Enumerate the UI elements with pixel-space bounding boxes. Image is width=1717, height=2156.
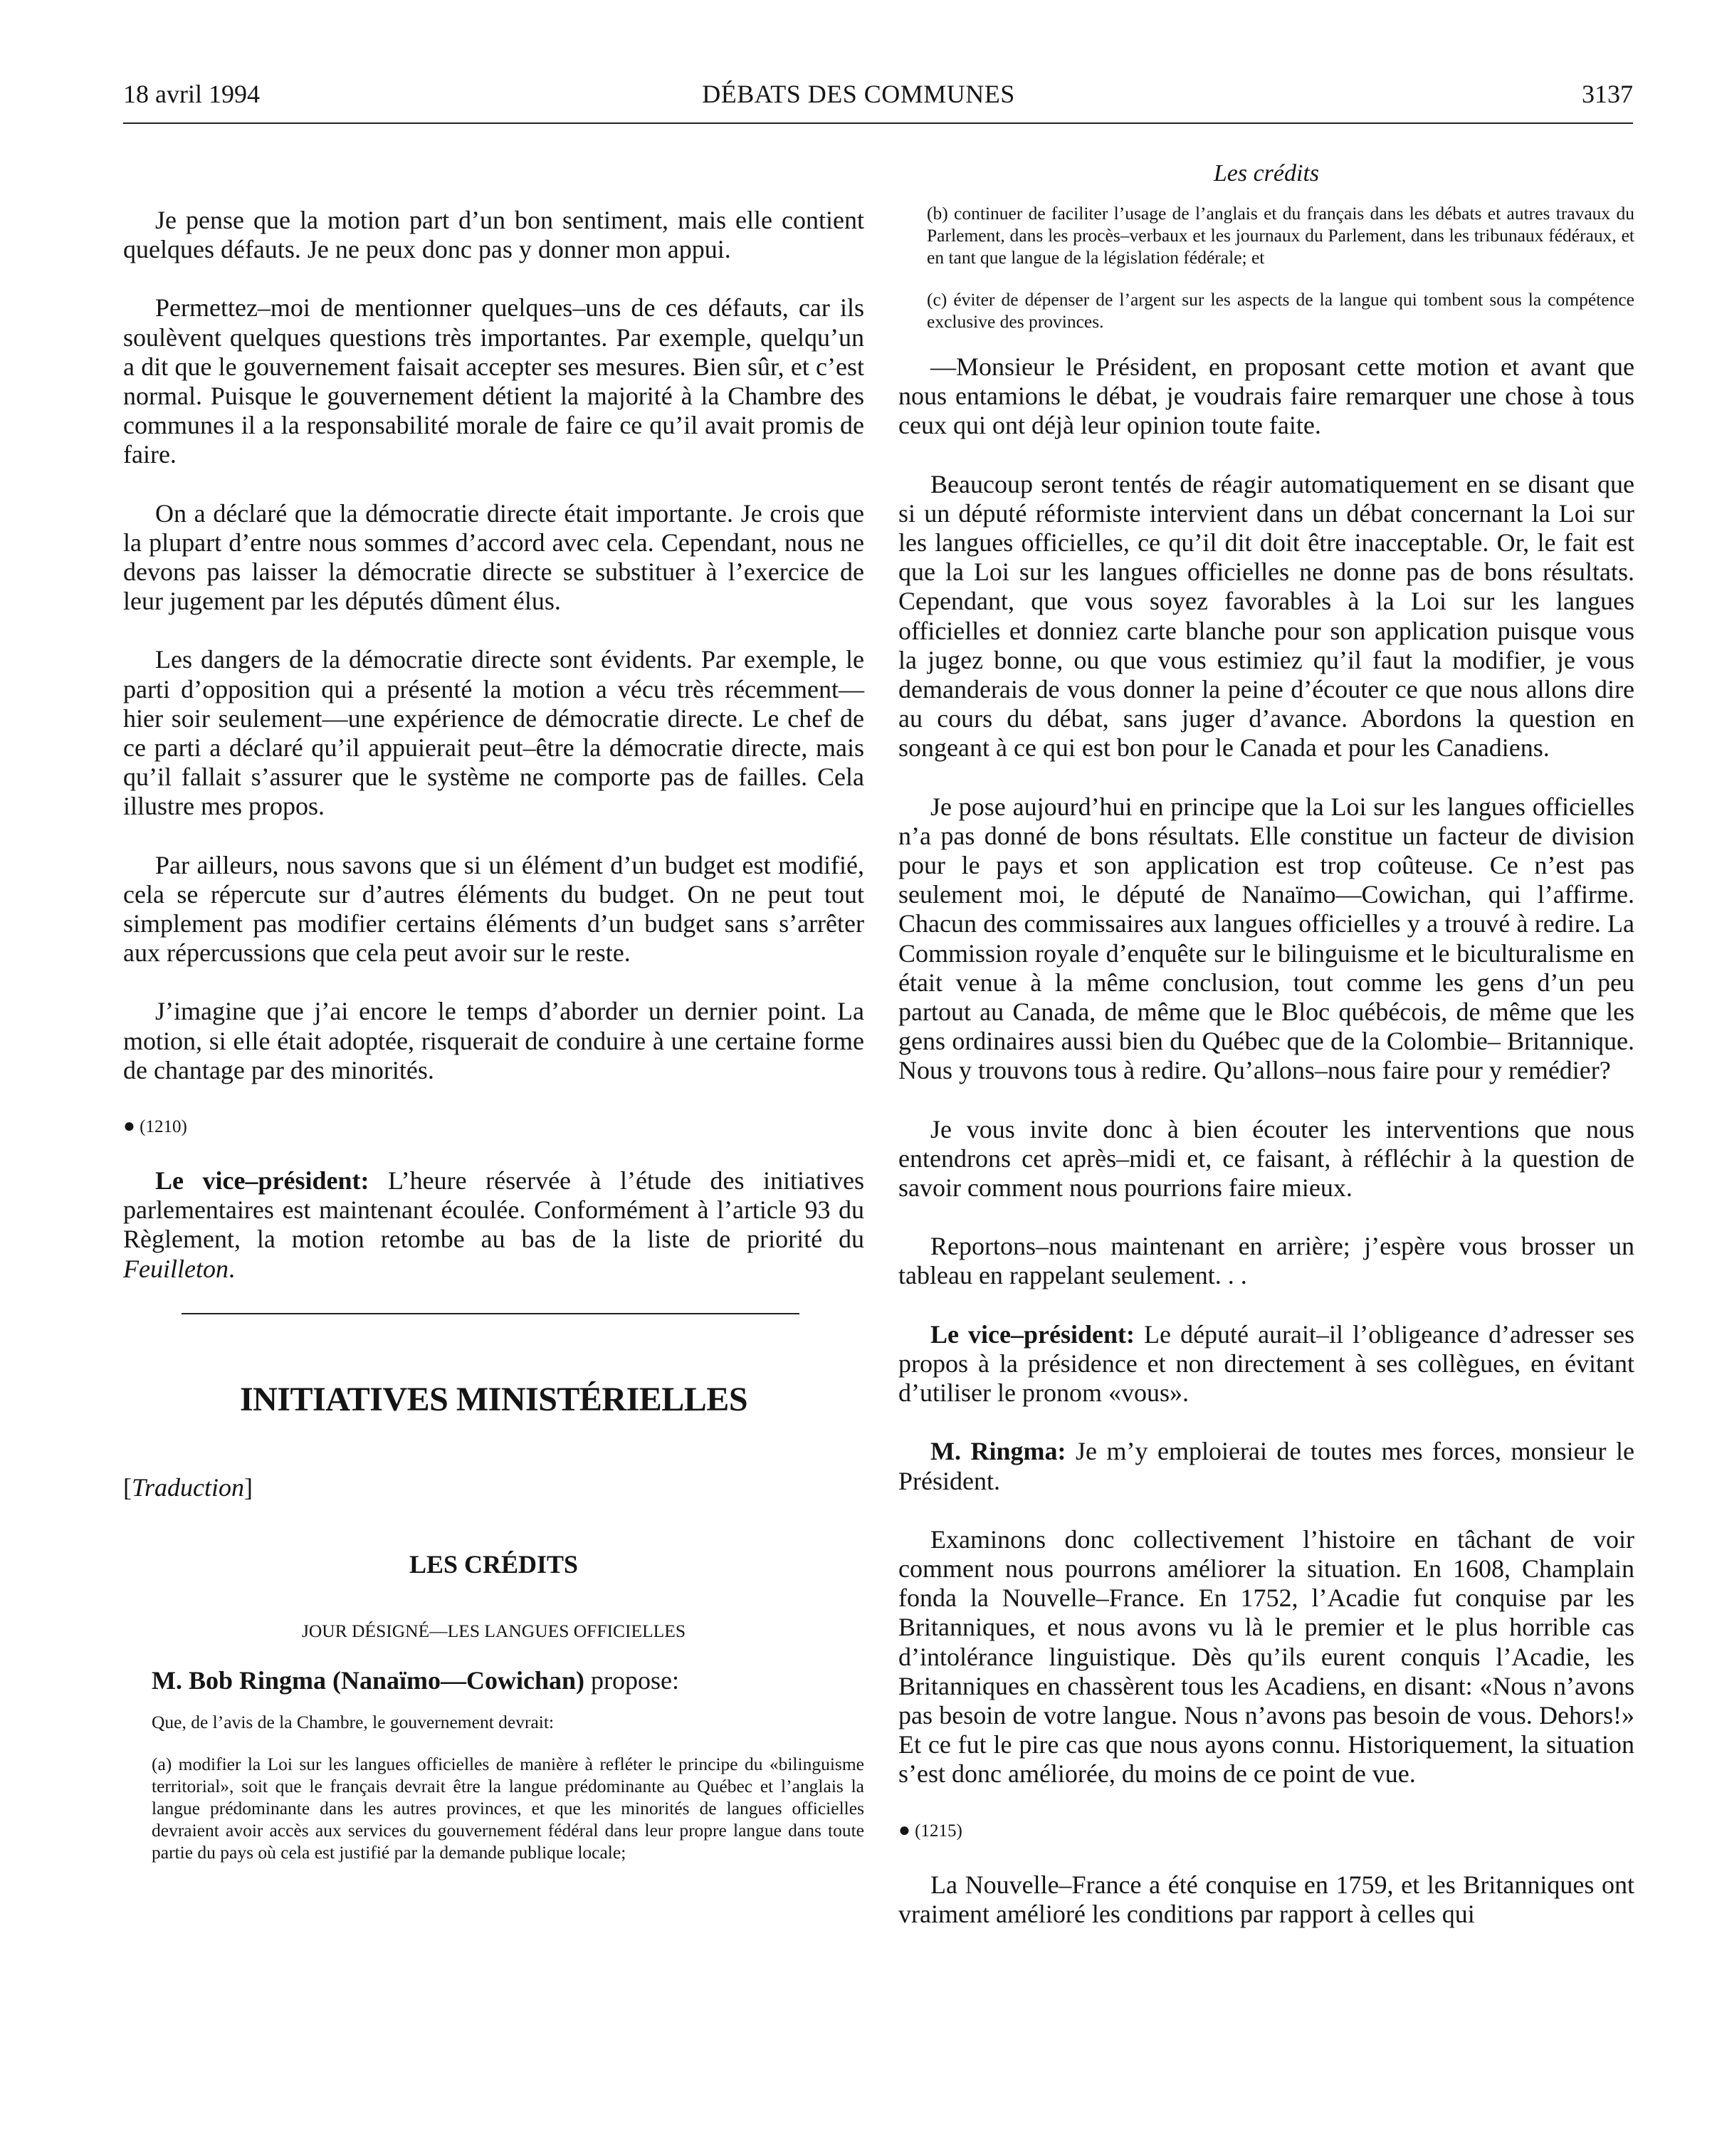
paragraph: Beaucoup seront tentés de réagir automatiquement en se disant que si un député réformiste intervient dans un débat concernant la Loi sur les langues officielles, ce qu’il dit doit être inacceptable. Or, le fait est que la Loi sur les langues officielles ne donne pas de bons résultats. Cependant, que vous soyez favorables à la Loi sur les langues officielles et donniez carte blanche pour son application puisque vous la jugez bonne, ou que vous estimiez qu’il faut la modifier, je vous demanderais de vous donner la peine d’écouter ce que nous allons dire au cours du débat, sans juger d’avance. Abordons la question en songeant à ce qui est bon pour le Canada et pour les Canadiens. — [898, 469, 1634, 763]
header-title: DÉBATS DES COMMUNES — [702, 80, 1015, 108]
paragraph: Permettez–moi de mentionner quelques–uns de ces défauts, car ils soulèvent quelques questions très importantes. Par exemple, quelqu’un a dit que le gouvernement faisait accepter ses mesures. Bien sûr, et c’est normal. Puisque le gouvernement détient la majorité à la Chambre des communes il a la responsabilité morale de faire ce qu’il avait promis de faire. — [123, 293, 864, 469]
mover-line — [123, 1666, 864, 1695]
speaker-text: Je m’y emploierai de toutes mes forces, monsieur le Président. — [898, 1437, 1634, 1495]
time-marker-label: (1210) — [140, 1117, 187, 1137]
left-column-top-spacer — [123, 159, 864, 206]
paragraph: J’imagine que j’ai encore le temps d’aborder un dernier point. La motion, si elle était adoptée, risquerait de conduire à une certaine forme de chantage par des minorités. — [123, 997, 864, 1084]
left-column — [123, 159, 864, 1883]
time-marker — [898, 1819, 1634, 1843]
mover-verb: propose: — [584, 1665, 680, 1695]
credits-heading: LES CRÉDITS — [409, 1549, 579, 1579]
paragraph: Je pose aujourd’hui en principe que la Loi sur les langues officielles n’a pas donné de bons résultats. Elle constitue un facteur de division pour le pays et son application est trop coûteuse. Ce n’est pas seulement moi, le député de Nanaïmo—Cowichan, qui l’affirme. Chacun des commissaires aux langues officielles y a trouvé à redire. La Commission royale d’enquête sur le bilinguisme et le biculturalisme en était venue à la même conclusion, tout comme les gens d’un peu partout au Canada, de même que le Bloc québécois, de même que les gens ordinaires aussi bien du Québec que de la Colombie– Britannique. Nous y trouvons tous à redire. Qu’allons–nous faire pour y remédier? — [898, 792, 1634, 1085]
motion-clause-b: (b) continuer de faciliter l’usage de l’anglais et du français dans les débats et autres travaux du Parlement, dans les procès–verbaux et les journaux du Parlement, dans les tribunaux fédéraux, et en tant que langue de la législation fédérale; et — [927, 203, 1634, 268]
paragraph: On a déclaré que la démocratie directe était importante. Je crois que la plupart d’entre nous sommes d’accord avec cela. Cependant, nous ne devons pas laisser la démocratie directe se substituer à l’exercice de leur jugement par les députés dûment élus. — [123, 498, 864, 616]
speaker-text-end: . — [228, 1254, 235, 1283]
paragraph: Par ailleurs, nous savons que si un élément d’un budget est modifié, cela se répercute sur d’autres éléments du budget. On ne peut tout simplement pas modifier certains éléments d’un budget sans s’arrêter aux répercussions que cela peut avoir sur le reste. — [123, 850, 864, 968]
speaker-paragraph — [898, 1437, 1634, 1495]
paragraph: Je pense que la motion part d’un bon sentiment, mais elle contient quelques défauts. Je ne peux donc pas y donner mon appui. — [123, 206, 864, 264]
header-page-number: 3137 — [1582, 80, 1633, 108]
bracket-open: [ — [123, 1472, 132, 1502]
feuilleton-italic: Feuilleton — [123, 1254, 229, 1283]
speaker-text: L’heure réservée à l’étude des initiatives parlementaires est maintenant écoulée. Conformément à l’article 93 du Règlement, la motion retombe au bas de la liste de priorité du — [123, 1166, 865, 1254]
time-marker-label: (1215) — [915, 1821, 962, 1841]
motion-intro: Que, de l’avis de la Chambre, le gouvernement devrait: — [152, 1711, 555, 1732]
section-divider — [182, 1313, 799, 1314]
mover-name: M. Bob Ringma (Nanaïmo—Cowichan) — [152, 1665, 585, 1695]
translation-note — [123, 1473, 864, 1502]
paragraph: Les dangers de la démocratie directe sont évidents. Par exemple, le parti d’opposition qui a présenté la motion a vécu très récemment— hier soir seulement—une expérience de démocratie directe. Le chef de ce parti a déclaré qu’il appuierait peut–être la démocratie directe, mais qu’il fallait s’assurer que le système ne comporte pas de failles. Cela illustre mes propos. — [123, 645, 864, 821]
bullet-icon: ● — [123, 1115, 135, 1138]
header-date: 18 avril 1994 — [123, 80, 260, 108]
speaker-text: Le député aurait–il l’obligeance d’adresser ses propos à la présidence et non directement à ses collègues, en évitant d’utiliser le pronom «vous». — [898, 1319, 1635, 1408]
right-column — [898, 159, 1634, 1958]
bracket-close: ] — [244, 1472, 253, 1502]
translation-word: Traduction — [132, 1472, 245, 1502]
paragraph: Examinons donc collectivement l’histoire en tâchant de voir comment nous pourrons améliorer la situation. En 1608, Champlain fonda la Nouvelle–France. En 1752, l’Acadie fut conquise par les Britanniques, et nous avons vu là le premier et le plus horrible cas d’intolérance linguistique. Dès qu’ils eurent conquis l’Acadie, les Britanniques en chassèrent tous les Acadiens, en disant: «Nous n’avons pas besoin de votre langue. Nous n’avons pas besoin de vous. Dehors!» Et ce fut le pire cas que nous ayons connu. Historiquement, la situation s’est donc améliorée, du moins de ce point de vue. — [898, 1524, 1634, 1789]
speaker-name: M. Ringma: — [930, 1437, 1066, 1466]
header-rule — [123, 122, 1633, 124]
section-heading: INITIATIVES MINISTÉRIELLES — [239, 1380, 748, 1418]
speaker-name: Le vice–président: — [930, 1319, 1135, 1349]
speaker-paragraph — [123, 1166, 864, 1284]
paragraph: —Monsieur le Président, en proposant cette motion et avant que nous entamions le débat, je voudrais faire remarquer une chose à tous ceux qui ont déjà leur opinion toute faite. — [898, 352, 1634, 440]
speaker-name: Le vice–président: — [155, 1166, 369, 1195]
day-heading: JOUR DÉSIGNÉ—LES LANGUES OFFICIELLES — [301, 1620, 686, 1641]
paragraph: Reportons–nous maintenant en arrière; j’espère vous brosser un tableau en rappelant seulement. . . — [898, 1232, 1634, 1290]
motion-clause-a: (a) modifier la Loi sur les langues officielles de manière à refléter le principe du «bilinguisme territorial», soit que le français devrait être la langue prédominante au Québec et l’anglais la langue prédominante dans les autres provinces, et que les minorités de langues officielles devraient avoir accès aux services du gouvernement fédéral dans leur propre langue dans toute partie du pays où cela est justifié par la demande publique locale; — [152, 1753, 864, 1863]
time-marker — [123, 1114, 864, 1139]
paragraph: La Nouvelle–France a été conquise en 1759, et les Britanniques ont vraiment amélioré les conditions par rapport à celles qui — [898, 1870, 1634, 1928]
speaker-paragraph — [898, 1320, 1634, 1408]
paragraph: Je vous invite donc à bien écouter les interventions que nous entendrons cet après–midi et, ce faisant, à réfléchir à la question de savoir comment nous pourrions faire mieux. — [898, 1114, 1634, 1203]
motion-clause-c: (c) éviter de dépenser de l’argent sur les aspects de la langue qui tombent sous la compétence exclusive des provinces. — [927, 289, 1634, 332]
bullet-icon: ● — [898, 1819, 910, 1841]
section-label: Les crédits — [1213, 160, 1320, 187]
